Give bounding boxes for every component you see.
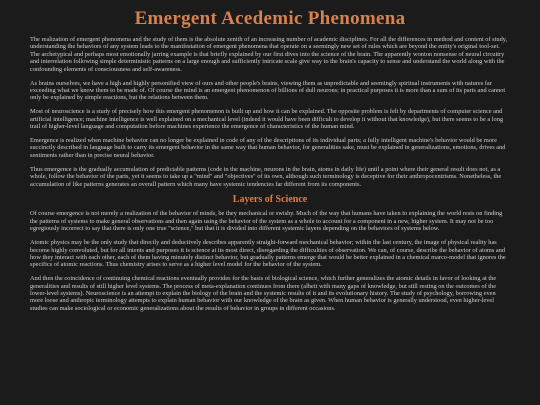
paragraph: The realization of emergent phenomena and the study of them is the absolute zenith of an increasing number of academic disciplines. For all the differences in method and content of study, understanding the behaviors of any system leads to the manifestation of emergent phenomena that operate on a seemingly new set of rules which are beyond the entity's original tool-set. The archetypical and perhaps most emotionally jarring example is that briefly explained by our first dives into the science of the brain. The apparently wonton nonsense of neural circuitry and interrelation following simple deterministic patterns on a large enough and sufficiently intricate scale give way to the brain's capacity to sense and understand the world along with the confounding elements of consciousness and self-awareness. — [30, 36, 508, 73]
paragraph: Emergence is realized when machine behavior can no longer be explained in code of any of the descriptions of its individual parts; a fully intelligent machine's behavior would be more succinctly described in language built to carry its emergent behavior in the same way that human behavior, for generalities sake, must be explained in generalizations, emotions, drives and sentiments rather than in precise neural behavior. — [30, 136, 506, 159]
section-emergence — [30, 36, 510, 188]
paragraph: Of course emergence is not merely a realization of the behavior of minds, be they mechanical or swishy. Much of the way that humans have taken to explaining the world rests on finding the patterns of systems to make general observations and then again using the behavior of the system as a whole to account for a component in a new, higher system. It may not be too egregiously incorrect to say that there is only one true "science," but that it is divided into different systemic layers depending on the behaviors of systems below. — [30, 210, 503, 233]
section-heading: Layers of Science — [232, 194, 308, 206]
section-layers-of-science — [30, 194, 510, 312]
paragraph: As brains ourselves, we have a high and highly personified view of ours and other people's brains, viewing them as unpredictable and seemingly spiritual instruments with natures far exceeding what we know them to be made of. Of course the mind is an emergent phenomenon of billions of dull neurons; in practical purposes it is more than a sum of its parts and cannot only be explained by simple reactions, but the relations between them. — [30, 79, 506, 102]
paragraph: Most of neuroscience is a study of precisely how this emergent phenomenon is built up and how it can be explained. The opposite problem is felt by departments of computer science and artificial intelligence; machine intelligence is well explained on a mechanical level (indeed it would have been difficult to develop it without that knowledge), but there seems to be a long trail of higher-level language and computation before machines experience the emergence of characteristics of the human mind. — [30, 108, 504, 131]
page-title: Emergent Acedemic Phenomena — [134, 8, 406, 29]
paragraph: And then the coincidence of continuing chemical reactions eventually provides for the basis of biological science, which further generalizes the atomic details in favor of looking at the generalities and results of still higher level systems. The process of meta-explanation continues from there (albeit with many gaps of knowledge, but still resting on the outcomes of the lower-level systems). Neuroscience is an attempt to explain the biology of the brain and the systemic results of it and its evolutionary history. The study of psychology, borrowing even more loose and anthropic terminology attempts to explain human behavior with our knowledge of the brain as given. When human behavior is generally understood, even higher-level studies can make sociological or economic generalizations about the results of behavior in groups in different occasions. — [30, 275, 497, 312]
paragraph: Thus emergence is the gradually accumulation of predictable patterns (code in the machine, neurons in the brain, atoms in daily life) until a point where their general result does not, as a whole, follow the behavior of the parts, yet it seems to take up a "mind" and "objectives" of its own, although such terminology is deceptive for their anthropocentrisms. Nonetheless, the accumulation of like patterns generates an overall pattern which many have systemic tendencies far different from its components. — [30, 165, 502, 188]
paragraph: Atomic physics may be the only study that directly and deductively describes apparently straight-forward mechanical behavior; within the last century, the image of physical reality has become highly convoluted, but for all intents and purposes it is science at its most direct, disregarding the difficulties of observation. We can, of course, describe the behavior of atoms and how they interact with each other, each of them having minutely distinct behavior, but gradually patterns emerge that would be better explained in a chemical marco-model that ignores the specifics of atomic reactions. Thus chemistry arises to serve as a higher level model for the behavior of the system. — [30, 239, 506, 269]
